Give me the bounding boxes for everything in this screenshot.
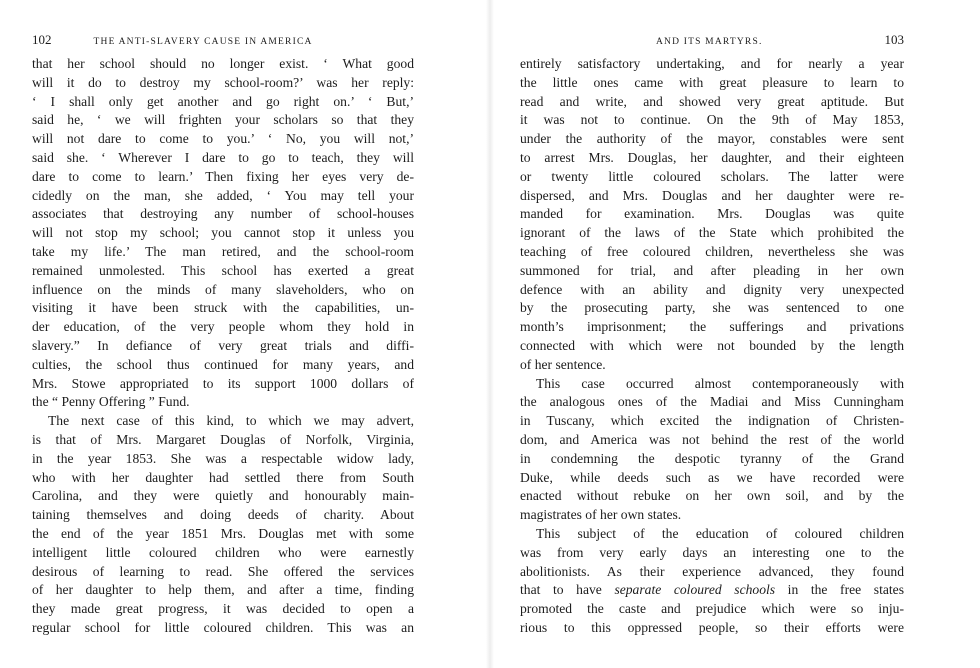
- text-line: slavery.” In defiance of very great trials and diffi-: [32, 337, 414, 353]
- text-line: connected with which were not bounded by the length: [520, 337, 904, 353]
- running-head: AND ITS MARTYRS.: [656, 37, 763, 47]
- text-line: desirous of learning to read. She offered the services: [32, 563, 414, 579]
- text-line: month’s imprisonment; the sufferings and privations: [520, 319, 904, 335]
- text-line: cidedly on the man, she added, ‘ You may tell your: [32, 187, 414, 203]
- text-line: remained unmolested. This school has exerted a great: [32, 262, 414, 278]
- text-line: dispersed, and Mrs. Douglas and her daughter were re-: [520, 187, 904, 203]
- text-line: enacted without rebuke on her own soil, and by the: [520, 488, 904, 504]
- text-line: dom, and America was not behind the rest of the world: [520, 431, 904, 447]
- left-page-header: [32, 32, 414, 48]
- text-line: entirely satisfactory undertaking, and for nearly a year: [520, 56, 904, 71]
- text-line: was from very early days an interesting one to the: [520, 544, 904, 560]
- page-number: 102: [32, 32, 52, 47]
- text-line: teaching of free coloured children, nevertheless she was: [520, 243, 904, 259]
- text-line: read and write, and showed very great aptitude. But: [520, 93, 904, 109]
- text-line: dare to come to learn.’ Then fixing her eyes very de-: [32, 168, 414, 184]
- text-line: the little ones came with great pleasure to learn to: [520, 74, 904, 90]
- text-line: visiting it have been struck with the capabilities, un-: [32, 300, 414, 316]
- text-line: culties, the school thus continued for many years, and: [32, 356, 414, 372]
- text-line: take my life.’ The man retired, and the school-room: [32, 243, 414, 259]
- text-line: by the prosecuting party, she was sentenced to one: [520, 300, 904, 316]
- text-line: manded for examination. Mrs. Douglas was quite: [520, 206, 904, 222]
- text-line: [520, 581, 904, 600]
- text-line: will not dare to come to you.’ ‘ No, you will not,’: [32, 131, 414, 147]
- text-line: der education, of the very people whom they hold in: [32, 319, 414, 335]
- text-line: or twenty little coloured scholars. The latter were: [520, 168, 904, 184]
- text-line: promoted the caste and prejudice which were so inju-: [520, 601, 904, 617]
- text-line: of her sentence.: [520, 356, 606, 372]
- text-line: will it do to destroy my school-room?’ was her reply:: [32, 74, 414, 90]
- text-line: Carolina, and they were quietly and honourably main-: [32, 488, 414, 504]
- text-line: who with her daughter had settled there from South: [32, 469, 414, 485]
- text-line: in the year 1853. She was a respectable widow lady,: [32, 450, 414, 466]
- italic-phrase: separate coloured schools: [614, 582, 776, 598]
- text-line: rious to this oppressed people, so their efforts were: [520, 619, 904, 635]
- text-line: ignorant of the laws of the State which prohibited the: [520, 225, 904, 241]
- text-line: is that of Mrs. Margaret Douglas of Norfolk, Virginia,: [32, 431, 414, 447]
- text-line: taining themselves and doing deeds of charity. About: [32, 507, 414, 523]
- text-line: the analogous ones of the Madiai and Miss Cunningham: [520, 394, 904, 410]
- page-number: 103: [884, 32, 904, 47]
- text-line: said he, ‘ we will frighten your scholars so that they: [32, 112, 414, 128]
- text-line: The next case of this kind, to which we may advert,: [48, 413, 414, 429]
- text-line: magistrates of her own states.: [520, 507, 682, 523]
- right-page-text: [520, 55, 904, 638]
- text-line: Mrs. Stowe appropriated to its support 1000 dollars of: [32, 375, 414, 391]
- running-head: THE ANTI-SLAVERY CAUSE IN AMERICA: [93, 37, 313, 47]
- text-segment: in the free states: [775, 582, 904, 598]
- text-line: the “ Penny Offering ” Fund.: [32, 394, 190, 410]
- text-line: in condemning the despotic tyranny of the Grand: [520, 450, 904, 466]
- text-line: This subject of the education of coloured children: [536, 525, 904, 541]
- text-line: said she. ‘ Wherever I dare to go to teach, they will: [32, 149, 414, 165]
- text-line: regular school for little coloured children. This was an: [32, 619, 414, 635]
- right-page: [490, 0, 980, 668]
- text-line: abolitionists. As their experience advanced, they found: [520, 563, 904, 579]
- text-line: associates that destroying any number of school-houses: [32, 206, 414, 222]
- text-line: intelligent little coloured children who were earnestly: [32, 544, 414, 560]
- left-page-text: [32, 55, 414, 638]
- text-line: they made great progress, it was decided to open a: [32, 601, 414, 617]
- text-line: the end of the year 1851 Mrs. Douglas met with some: [32, 525, 414, 541]
- text-line: ‘ I shall only get another and go right on.’ ‘ But,’: [32, 93, 414, 109]
- text-line: will not stop my school; you cannot stop it unless you: [32, 225, 414, 241]
- text-line: defence with an ability and dignity very unexpected: [520, 281, 904, 297]
- right-page-header: [520, 32, 904, 48]
- text-line: summoned for trial, and after pleading in her own: [520, 262, 904, 278]
- text-line: to arrest Mrs. Douglas, her daughter, and their eighteen: [520, 149, 904, 165]
- text-line: it was not to continue. On the 9th of May 1853,: [520, 112, 904, 128]
- text-line: This case occurred almost contemporaneously with: [536, 375, 904, 391]
- text-segment: that to have: [520, 582, 615, 598]
- text-line: that her school should no longer exist. ‘ What good: [32, 56, 414, 71]
- text-line: in Tuscany, which excited the indignation of Christen-: [520, 413, 904, 429]
- text-line: of her daughter to help them, and after a time, finding: [32, 582, 414, 598]
- text-line: influence on the minds of many slaveholders, who on: [32, 281, 414, 297]
- text-line: under the authority of the mayor, constables were sent: [520, 131, 904, 147]
- text-line: Duke, while deeds such as we have recorded were: [520, 469, 904, 485]
